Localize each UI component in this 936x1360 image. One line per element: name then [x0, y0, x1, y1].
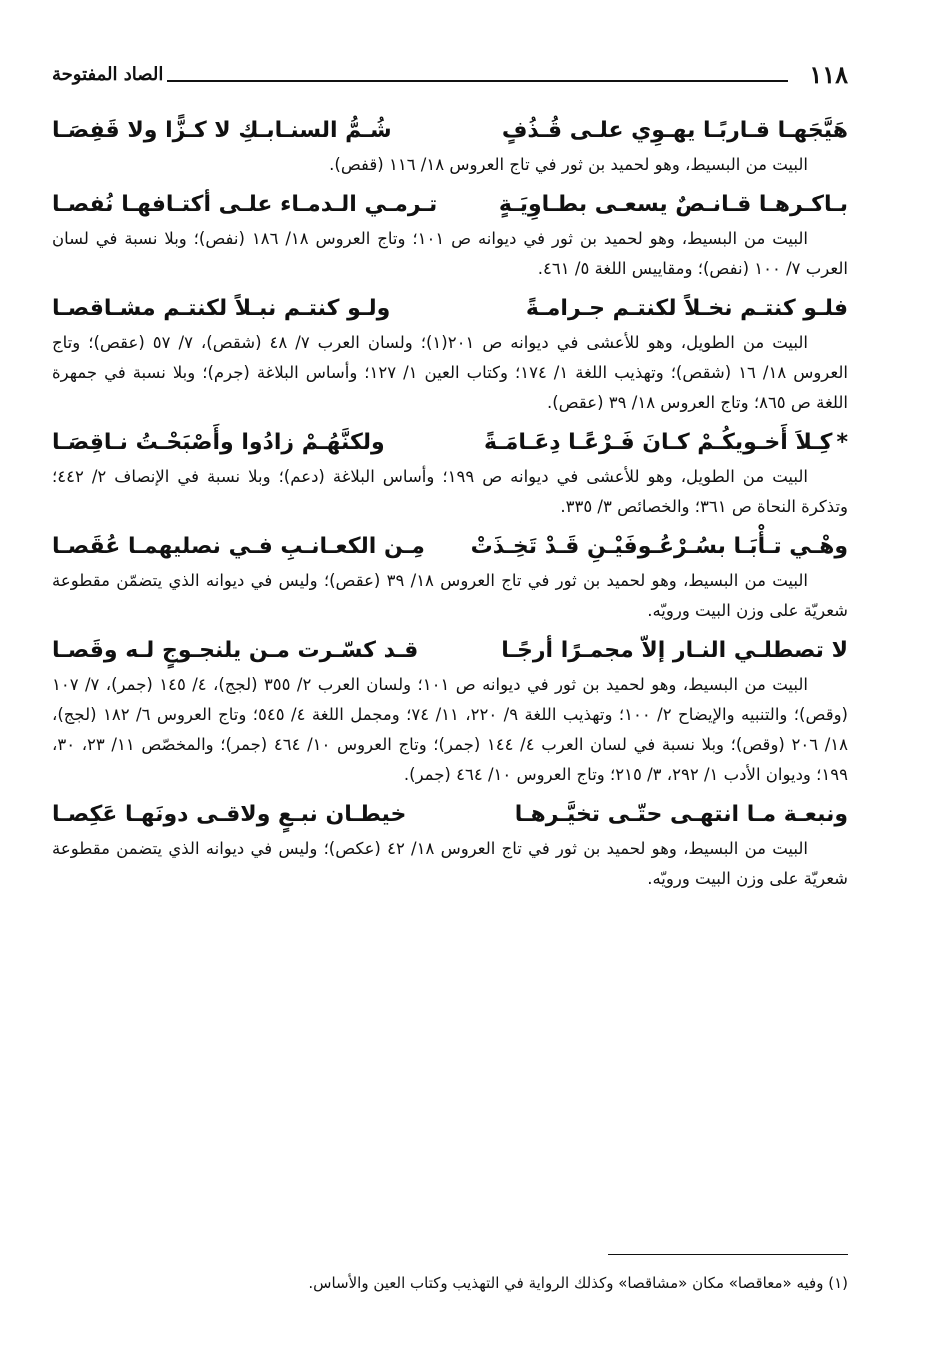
citation-note: البيت من البسيط، وهو لحميد بن ثور في تاج العروس ١٨/ ٤٢ (عكص)؛ وليس في ديوانه الذي يتضمن مقطوعة شعريّة على وزن البيت ورويّه. [52, 839, 848, 888]
footnote-rule [608, 1254, 848, 1255]
hemistich-right: ونبعـة مـا انتهـى حتّـى تخيَّـرهـا [514, 802, 848, 827]
hemistich-right: وهْـي تـأْبَـا بسُـرْعُـوفَيْـنِ قَـدْ تَخِـذَتْ [470, 534, 848, 559]
hemistich-right: لا تصطلـي النـار إلاّ مجمـرًا أرجًـا [501, 638, 848, 663]
footnote: (١) وفيه «معاقصا» مكان «مشاقصا» وكذلك الرواية في التهذيب وكتاب العين والأساس. [308, 1274, 848, 1292]
citation-note: البيت من البسيط، وهو لحميد بن ثور في ديوانه ص ١٠١؛ ولسان العرب ٢/ ٣٥٥ (لجج)، ٤/ ١٤٥ (جمر)، ٧/ ١٠٧ (وقص)؛ والتنبيه والإيضاح ٢/ ١٠٠؛ وتهذيب اللغة ٩/ ٢٢٠، ١١/ ٧٤؛ ومجمل اللغة ٤/ ٥٤٥؛ وتاج العروس ٦/ ١٨٢ (لجج)، ١٨/ ٢٠٦ (وقص)؛ وبلا نسبة في لسان العرب ٤/ ١٤٤ (جمر)؛ وتاج العروس ١٠/ ٤٦٤ (جمر)؛ والمخصّص ١١/ ٢٣، ٣٠، ١٩٩؛ وديوان الأدب ١/ ٢٩٢، ٣/ ٢١٥؛ وتاج العروس ١٠/ ٤٦٤ (جمر). [52, 675, 849, 784]
hemistich-left: قـد كسّـرت مـن يلنجـوجٍ لـه وقَصـا [52, 638, 419, 663]
running-title: الصاد المفتوحة [52, 64, 164, 85]
verse-line [52, 292, 848, 326]
hemistich-left: تـرمـي الـدمـاء علـى أكتـافهـا نُفصـا [52, 192, 438, 217]
entry [52, 798, 848, 894]
hemistich-right: *كِـلاَ أَخـويكُـمْ كـانَ فَـرْعًـا دِعَـامَـةً [483, 430, 848, 455]
page-header [52, 60, 848, 94]
hemistich-right: هَيَّجَهـا قـاربًـا يهـوِي علـى قُـذُفٍ [501, 118, 848, 143]
hemistich-left: ولكنَّهُـمْ زادُوا وأَصْبَحْـتُ نـاقِصَـا [52, 430, 385, 455]
entry [52, 426, 848, 522]
hemistich-right: فلـو كنتـم نخـلاً لكنتـم جـرامـةً [525, 296, 848, 321]
citation-note: البيت من الطويل، وهو للأعشى في ديوانه ص ١٩٩؛ وأساس البلاغة (دعم)؛ وبلا نسبة في الإنصاف ٢/ ٤٤٢؛ وتذكرة النحاة ص ٣٦١؛ والخصائص ٣/ ٣٣٥. [52, 467, 848, 516]
verse-line [52, 426, 848, 460]
verse-line [52, 188, 848, 222]
hemistich-left: ولـو كنتـم نبـلاً لكنتـم مشـاقصـا [52, 296, 391, 321]
hemistich-left: خيطـان نبـعٍ ولاقـى دونَهـا عَكِصـا [52, 802, 407, 827]
header-rule [167, 80, 788, 82]
page-number: ١١٨ [809, 60, 848, 89]
citation-note: البيت من الطويل، وهو للأعشى في ديوانه ص ٢٠١(١)؛ ولسان العرب ٧/ ٤٨ (شقص)، ٧/ ٥٧ (عقص)؛ وتاج العروس ١٨/ ١٦ (شقص)؛ وتهذيب اللغة ١/ ١٧٤؛ وكتاب العين ١/ ١٢٧؛ وأساس البلاغة (جرم)؛ وبلا نسبة في جمهرة اللغة ص ٨٦٥؛ وتاج العروس ١٨/ ٣٩ (عقص). [52, 333, 848, 412]
entry [52, 634, 848, 790]
verse-line [52, 798, 848, 832]
citation-note: البيت من البسيط، وهو لحميد بن ثور في ديوانه ص ١٠١؛ وتاج العروس ١٨/ ١٨٦ (نفص)؛ وبلا نسبة في لسان العرب ٧/ ١٠٠ (نفص)؛ ومقاييس اللغة ٥/ ٤٦١. [52, 229, 848, 278]
citation-note: البيت من البسيط، وهو لحميد بن ثور في تاج العروس ١٨/ ٣٩ (عقص)؛ وليس في ديوانه الذي يتضمّن مقطوعة شعريّة على وزن البيت ورويّه. [52, 571, 848, 620]
citation-note: البيت من البسيط، وهو لحميد بن ثور في تاج العروس ١٨/ ١١٦ (قفص). [329, 155, 808, 174]
verse-marker: * [836, 430, 848, 455]
hemistich-left: شُـمُّ السنـابـكِ لا كـزًّا ولا قَفِصَـا [52, 118, 392, 143]
entry [52, 530, 848, 626]
entry [52, 114, 848, 180]
verse-line [52, 114, 848, 148]
verse-line [52, 634, 848, 668]
hemistich-right: بـاكـرهـا قـانـصٌ يسعـى بطـاوِيَـةٍ [498, 192, 848, 217]
hemistich-left: مِـن الكعـانـبِ فـي نصليهمـا عُقَصـا [52, 534, 425, 559]
entry [52, 188, 848, 284]
document-page [52, 0, 848, 1360]
entries [52, 108, 848, 902]
verse-line [52, 530, 848, 564]
entry [52, 292, 848, 418]
